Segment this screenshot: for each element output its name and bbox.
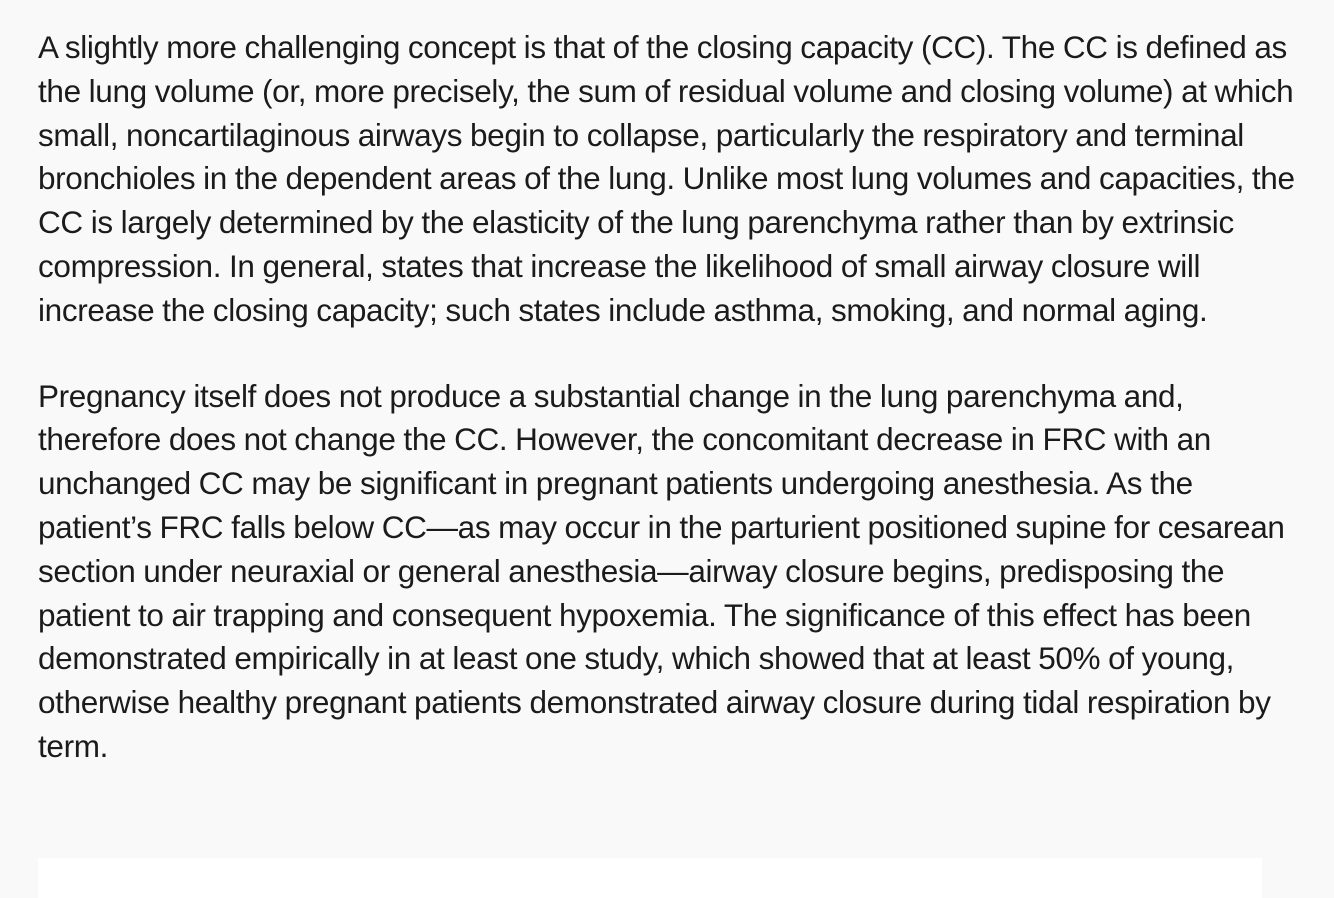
- paragraph-pregnancy-effect: Pregnancy itself does not produce a substantial change in the lung parenchyma and, therefore does not change the CC. However, the concomitant decrease in FRC with an unchanged CC may be significant in pregnant patients undergoing anesthesia. As the patient’s FRC falls below CC—as may occur in the parturient positioned supine for cesarean section under neuraxial or general anesthesia—airway closure begins, predisposing the patient to air trapping and consequent hypoxemia. The significance of this effect has been demonstrated empirically in at least one study, which showed that at least 50% of young, otherwise healthy pregnant patients demonstrated airway closure during tidal respiration by term.: [38, 377, 1285, 764]
- next-content-card: [38, 858, 1262, 898]
- article-body: [38, 26, 1300, 769]
- paragraph-closing-capacity: A slightly more challenging concept is that of the closing capacity (CC). The CC is defined as the lung volume (or, more precisely, the sum of residual volume and closing volume) at which small, noncartilaginous airways begin to collapse, particularly the respiratory and terminal bronchioles in the dependent areas of the lung. Unlike most lung volumes and capacities, the CC is largely determined by the elasticity of the lung parenchyma rather than by extrinsic compression. In general, states that increase the likelihood of small airway closure will increase the closing capacity; such states include asthma, smoking, and normal aging.: [38, 29, 1295, 328]
